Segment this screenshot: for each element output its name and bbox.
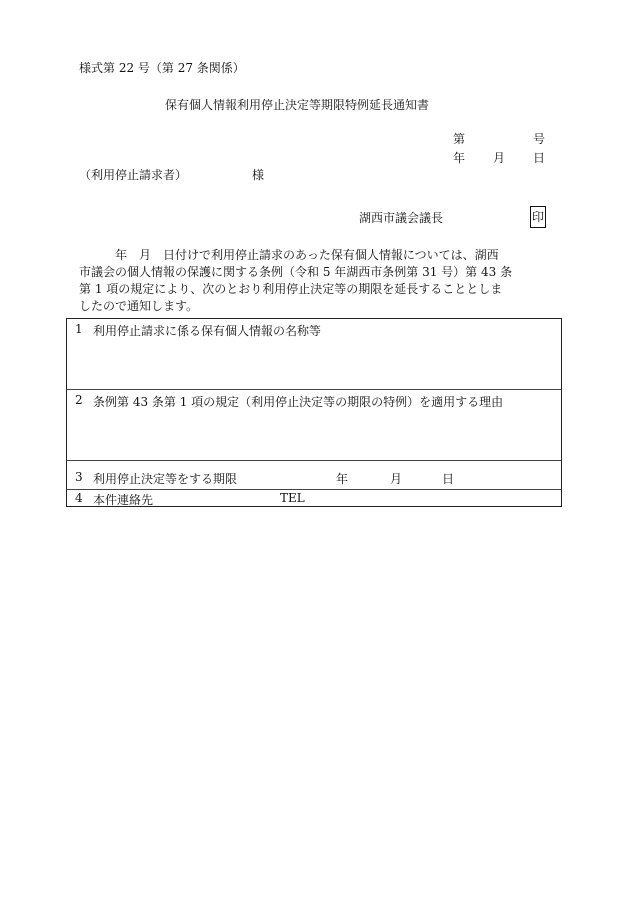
- item-label: 本件連絡先: [93, 493, 154, 507]
- notice-body-line: 市議会の個人情報の保護に関する条例（令和 5 年湖西市条例第 31 号）第 43 条: [79, 265, 513, 279]
- deadline-year-label: 年: [336, 472, 349, 486]
- date-year-label: 年: [453, 151, 466, 165]
- notice-body-line: 年 月 日付けで利用停止請求のあった保有個人情報については、湖西: [79, 248, 499, 262]
- item-label: 利用停止決定等をする期限: [93, 472, 238, 486]
- notice-body-line: したので通知します。: [79, 299, 199, 313]
- item-number: 1: [75, 322, 83, 336]
- item-row-contact: [67, 490, 561, 508]
- sender-name: 湖西市議会議長: [359, 211, 444, 225]
- reference-number-suffix: 号: [533, 132, 546, 146]
- item-number: 3: [75, 470, 83, 484]
- item-label: 利用停止請求に係る保有個人情報の名称等: [93, 324, 322, 338]
- date-month-label: 月: [493, 151, 506, 165]
- addressee-honorific: 様: [252, 168, 265, 182]
- addressee-label: （利用停止請求者）: [79, 168, 188, 182]
- item-number: 2: [75, 393, 83, 407]
- notice-body-line: 第 1 項の規定により、次のとおり利用停止決定等の期限を延長することとしま: [79, 282, 503, 296]
- contact-tel-label: TEL: [280, 491, 305, 505]
- item-row-name: [67, 319, 561, 390]
- deadline-day-label: 日: [442, 472, 455, 486]
- item-row-reason: [67, 390, 561, 461]
- deadline-month-label: 月: [390, 472, 403, 486]
- seal-mark: 印: [530, 206, 546, 228]
- item-label: 条例第 43 条第 1 項の規定（利用停止決定等の期限の特例）を適用する理由: [93, 395, 504, 409]
- items-table: [66, 318, 562, 507]
- item-number: 4: [75, 491, 83, 505]
- notice-body: [79, 247, 549, 315]
- reference-number-label: 第: [453, 132, 466, 146]
- item-row-deadline: [67, 461, 561, 490]
- date-day-label: 日: [533, 151, 546, 165]
- document-title: 保有個人情報利用停止決定等期限特例延長通知書: [165, 98, 430, 112]
- form-number: 様式第 22 号（第 27 条関係）: [79, 61, 245, 75]
